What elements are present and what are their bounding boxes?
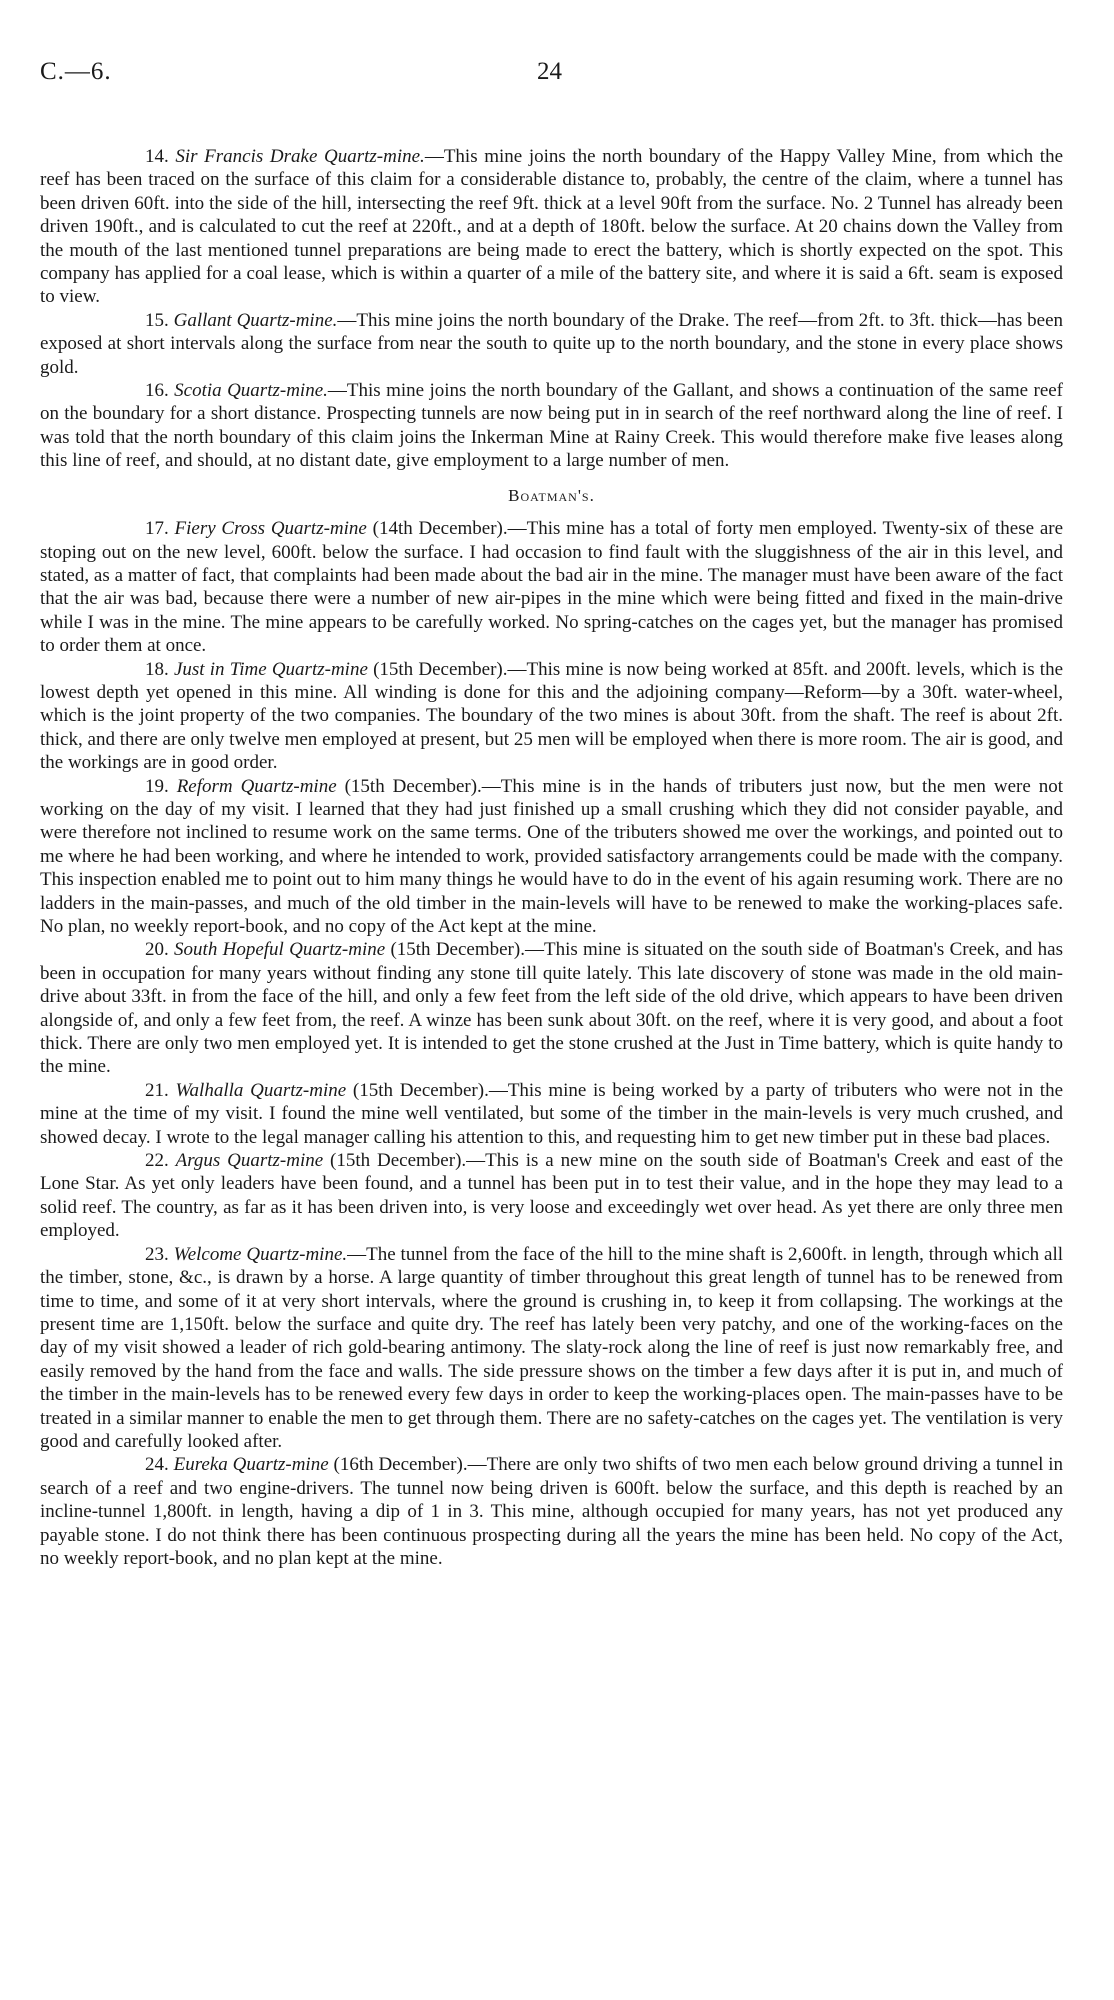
mine-name: Fiery Cross Quartz-mine — [174, 518, 367, 540]
mine-paragraph: 18. Just in Time Quartz-mine (15th December).—This mine is now being worked at 85ft. and 200ft. levels, which is the lowest depth yet opened in this mine. All winding is done for this and the adjoining company—Reform—by a 30ft. water-wheel, which is the joint property of the two companies. The boundary of the two mines is about 30ft. from the shaft. The reef is about 2ft. thick, and there are only twelve men employed at present, but 25 men will be employed when there is more room. The air is good, and the workings are in good order. — [40, 658, 1064, 774]
mine-name: Argus Quartz-mine — [175, 1150, 324, 1172]
mine-paragraph: 20. South Hopeful Quartz-mine (15th December).—This mine is situated on the south side of Boatman's Creek, and has been in occupation for many years without finding any stone till quite lately. This late discovery of stone was made in the old main-drive about 33ft. in from the face of the hill, and only a few feet from the left side of the old drive, which appears to have been driven alongside of, and only a few feet from, the reef. A winze has been sunk about 30ft. on the reef, where it is very good, and about a foot thick. There are only two men employed yet. It is intended to get the stone crushed at the Just in Time battery, which is quite handy to the mine. — [40, 939, 1064, 1078]
mine-name: Sir Francis Drake Quartz-mine. — [175, 146, 425, 167]
mine-paragraph: 21. Walhalla Quartz-mine (15th December).—This mine is being worked by a party of tributers who were not in the mine at the time of my visit. I found the mine well ventilated, but some of the timber in the main-levels is very much crushed, and showed decay. I wrote to the legal manager calling his attention to this, and requesting him to get new timber put in these bad places. — [40, 1079, 1064, 1148]
mine-paragraph: 22. Argus Quartz-mine (15th December).—This is a new mine on the south side of Boatman's Creek and east of the Lone Star. As yet only leaders have been found, and a tunnel has been put in to test their value, and in the hope they may lead to a solid reef. The country, as far as it has been driven into, is very loose and exceedingly wet over head. As yet there are only three men employed. — [40, 1150, 1063, 1242]
mine-paragraph: 17. Fiery Cross Quartz-mine (14th December).—This mine has a total of forty men employed. Twenty-six of these are stoping out on the new level, 600ft. below the surface. I had occasion to find fault with the sluggishness of the air in this level, and stated, as a matter of fact, that complaints had been made about the bad air in the mine. The manager must have been aware of the fact that the air was bad, because there were a number of new air-pipes in the mine which were being fitted and fixed in the main-drive while I was in the mine. The mine appears to be carefully worked. No spring-catches on the cages yet, but the manager has promised to order them at once. — [40, 518, 1064, 657]
mine-name: Walhalla Quartz-mine — [175, 1079, 347, 1101]
mine-paragraph: 14. Sir Francis Drake Quartz-mine.—This mine joins the north boundary of the Happy Valley Mine, from which the reef has been traced on the surface of this claim for a considerable distance to, probably, the centre of the claim, where a tunnel has been driven 60ft. into the side of the hill, intersecting the reef 9ft. thick at a level 90ft from the surface. No. 2 Tunnel has already been driven 190ft., and is calculated to cut the reef at 220ft., and at a depth of 180ft. below the surface. At 20 chains down the Valley from the mouth of the last mentioned tunnel preparations are being made to erect the battery, which is shortly expected on the spot. This company has applied for a coal lease, which is within a quarter of a mile of the battery site, and where it is said a 6ft. seam is exposed to view. — [40, 146, 1064, 308]
mine-name: Reform Quartz-mine — [176, 775, 337, 797]
mine-paragraph: 24. Eureka Quartz-mine (16th December).—There are only two shifts of two men each below ground driving a tunnel in search of a reef and two engine-drivers. The tunnel now being driven is 600ft. below the surface, and this depth is reached by an incline-tunnel 1,800ft. in length, having a dip of 1 in 3. This mine, although occupied for many years, has not yet produced any payable stone. I do not think there has been continuous prospecting during all the years the mine has been held. No copy of the Act, no weekly report-book, and no plan kept at the mine. — [40, 1454, 1064, 1569]
document-body — [40, 145, 1063, 1570]
mine-paragraph: 19. Reform Quartz-mine (15th December).—This mine is in the hands of tributers just now, but the men were not working on the day of my visit. I learned that they had just finished up a small crushing which they did not consider payable, and were therefore not inclined to resume work on the same terms. One of the tributers showed me over the workings, and pointed out to me where he had been working, and where he intended to work, provided satisfactory arrangements could be made with the company. This inspection enabled me to point out to him many things he would have to do in the event of his again resuming work. There are no ladders in the main-passes, and much of the old timber in the main-levels will have to be renewed to make the working-places safe. No plan, no weekly report-book, and no copy of the Act kept at the mine. — [40, 775, 1064, 937]
mine-name: Eureka Quartz-mine — [173, 1454, 329, 1476]
section-heading: Boatman's. — [508, 485, 595, 505]
document-reference: C.—6. — [40, 58, 112, 85]
mine-name: South Hopeful Quartz-mine — [174, 939, 386, 961]
mine-paragraph: 16. Scotia Quartz-mine.—This mine joins the north boundary of the Gallant, and shows a continuation of the same reef on the boundary for a short distance. Prospecting tunnels are now being put in in search of the reef northward along the line of reef. I was told that the north boundary of this claim joins the Inkerman Mine at Rainy Creek. This would therefore make five leases along this line of reef, and should, at no distant date, give employment to a large number of men. — [40, 380, 1064, 472]
mine-name: Welcome Quartz-mine. — [173, 1243, 348, 1265]
mine-name: Just in Time Quartz-mine — [173, 658, 368, 680]
page-number: 24 — [537, 58, 562, 85]
mine-name: Gallant Quartz-mine. — [173, 309, 338, 331]
mine-paragraph: 15. Gallant Quartz-mine.—This mine joins the north boundary of the Drake. The reef—from 2ft. to 3ft. thick—has been exposed at short intervals along the surface from near the south to quite up to the north boundary, and the stone in every place shows gold. — [40, 309, 1064, 378]
mine-name: Scotia Quartz-mine. — [174, 380, 328, 402]
mine-paragraph: 23. Welcome Quartz-mine.—The tunnel from the face of the hill to the mine shaft is 2,600ft. in length, through which all the timber, stone, &c., is drawn by a horse. A large quantity of timber throughout this great length of tunnel has to be renewed from time to time, and some of it at very short intervals, where the ground is crushing in, to keep it from collapsing. The workings at the present time are 1,150ft. below the surface and quite dry. The reef has lately been very patchy, and one of the working-faces on the day of my visit showed a leader of rich gold-bearing antimony. The slaty-rock along the line of reef is just now remarkably free, and easily removed by the hand from the face and walls. The side pressure shows on the timber a few days after it is put in, and much of the timber in the main-levels has to be renewed every few days in order to keep the working-places open. The main-passes have to be treated in a similar manner to enable the men to get through them. There are no safety-catches on the cages yet. The ventilation is very good and carefully looked after. — [40, 1243, 1064, 1452]
